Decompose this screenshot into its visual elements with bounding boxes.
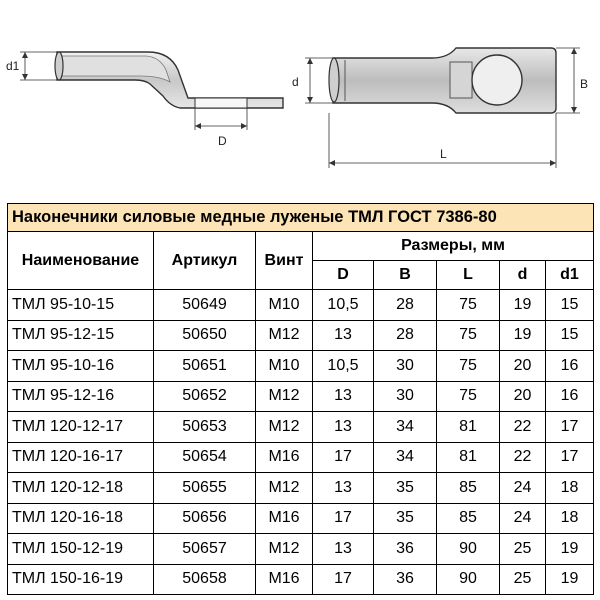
cell-d: 13 bbox=[313, 381, 374, 412]
cell-screw: М16 bbox=[256, 564, 313, 595]
top-view-crimp-zone bbox=[450, 62, 472, 98]
cell-screw: М12 bbox=[256, 381, 313, 412]
cell-screw: М12 bbox=[256, 534, 313, 565]
cell-article: 50653 bbox=[154, 412, 256, 443]
cell-d: 19 bbox=[500, 320, 546, 351]
cell-name: ТМЛ 95-10-16 bbox=[8, 351, 154, 382]
cell-name: ТМЛ 120-16-17 bbox=[8, 442, 154, 473]
cell-d1: 16 bbox=[546, 381, 594, 412]
cell-name: ТМЛ 95-10-15 bbox=[8, 290, 154, 321]
D-dimension-label: D bbox=[218, 134, 227, 148]
table-body bbox=[8, 290, 594, 595]
header-D: D bbox=[313, 261, 374, 290]
cell-name: ТМЛ 120-16-18 bbox=[8, 503, 154, 534]
cell-d1: 18 bbox=[546, 503, 594, 534]
cell-name: ТМЛ 120-12-17 bbox=[8, 412, 154, 443]
cell-screw: М12 bbox=[256, 473, 313, 504]
cell-l: 81 bbox=[437, 442, 500, 473]
table-row bbox=[8, 503, 594, 534]
table-row bbox=[8, 290, 594, 321]
cell-d1: 15 bbox=[546, 320, 594, 351]
technical-drawing bbox=[0, 0, 600, 195]
cell-article: 50657 bbox=[154, 534, 256, 565]
cell-article: 50656 bbox=[154, 503, 256, 534]
table-row bbox=[8, 534, 594, 565]
table-row bbox=[8, 564, 594, 595]
top-view-hole bbox=[472, 55, 522, 105]
cell-article: 50649 bbox=[154, 290, 256, 321]
cell-screw: М12 bbox=[256, 320, 313, 351]
cell-d: 24 bbox=[500, 503, 546, 534]
cell-b: 34 bbox=[374, 442, 437, 473]
cell-name: ТМЛ 150-16-19 bbox=[8, 564, 154, 595]
cell-l: 75 bbox=[437, 381, 500, 412]
d-dimension-label: d bbox=[292, 75, 299, 89]
header-B: B bbox=[374, 261, 437, 290]
cell-l: 85 bbox=[437, 503, 500, 534]
header-L: L bbox=[437, 261, 500, 290]
cell-d1: 15 bbox=[546, 290, 594, 321]
B-dimension-label: B bbox=[580, 77, 589, 91]
cell-b: 36 bbox=[374, 564, 437, 595]
cell-d: 17 bbox=[313, 564, 374, 595]
table-row bbox=[8, 412, 594, 443]
header-d: d bbox=[500, 261, 546, 290]
cell-d: 17 bbox=[313, 503, 374, 534]
table-title: Наконечники силовые медные луженые ТМЛ ГОСТ 7386-80 bbox=[8, 204, 594, 232]
cell-l: 75 bbox=[437, 351, 500, 382]
lug-drawing-svg bbox=[0, 0, 600, 195]
cell-d: 13 bbox=[313, 320, 374, 351]
cell-screw: М10 bbox=[256, 351, 313, 382]
table-title-row bbox=[8, 204, 594, 232]
cell-l: 75 bbox=[437, 320, 500, 351]
cell-d: 19 bbox=[500, 290, 546, 321]
table-row bbox=[8, 351, 594, 382]
cell-d: 22 bbox=[500, 412, 546, 443]
spec-table bbox=[7, 203, 594, 595]
header-article: Артикул bbox=[154, 232, 256, 290]
cell-d1: 16 bbox=[546, 351, 594, 382]
cell-b: 30 bbox=[374, 381, 437, 412]
cell-b: 28 bbox=[374, 290, 437, 321]
cell-name: ТМЛ 120-12-18 bbox=[8, 473, 154, 504]
cell-screw: М16 bbox=[256, 442, 313, 473]
cell-article: 50654 bbox=[154, 442, 256, 473]
top-view bbox=[292, 48, 588, 168]
side-view-barrel-mouth bbox=[55, 52, 63, 80]
cell-screw: М12 bbox=[256, 412, 313, 443]
cell-d1: 19 bbox=[546, 534, 594, 565]
cell-article: 50658 bbox=[154, 564, 256, 595]
cell-b: 30 bbox=[374, 351, 437, 382]
cell-l: 75 bbox=[437, 290, 500, 321]
cell-d: 25 bbox=[500, 564, 546, 595]
cell-b: 36 bbox=[374, 534, 437, 565]
cell-b: 34 bbox=[374, 412, 437, 443]
cell-d: 13 bbox=[313, 412, 374, 443]
d1-dimension-label: d1 bbox=[6, 59, 20, 73]
cell-d: 17 bbox=[313, 442, 374, 473]
cell-d: 13 bbox=[313, 473, 374, 504]
cell-d: 10,5 bbox=[313, 351, 374, 382]
cell-article: 50655 bbox=[154, 473, 256, 504]
side-view-hole bbox=[195, 98, 247, 108]
L-dimension-label: L bbox=[440, 147, 447, 161]
cell-d1: 18 bbox=[546, 473, 594, 504]
header-screw: Винт bbox=[256, 232, 313, 290]
cell-name: ТМЛ 95-12-15 bbox=[8, 320, 154, 351]
cell-l: 85 bbox=[437, 473, 500, 504]
cell-name: ТМЛ 95-12-16 bbox=[8, 381, 154, 412]
cell-l: 90 bbox=[437, 534, 500, 565]
header-d1: d1 bbox=[546, 261, 594, 290]
header-name: Наименование bbox=[8, 232, 154, 290]
cell-d: 25 bbox=[500, 534, 546, 565]
cell-d: 20 bbox=[500, 381, 546, 412]
header-dimensions: Размеры, мм bbox=[313, 232, 594, 261]
table-header-row bbox=[8, 232, 594, 261]
cell-l: 81 bbox=[437, 412, 500, 443]
table-row bbox=[8, 442, 594, 473]
cell-l: 90 bbox=[437, 564, 500, 595]
cell-article: 50650 bbox=[154, 320, 256, 351]
cell-screw: М16 bbox=[256, 503, 313, 534]
cell-d: 13 bbox=[313, 534, 374, 565]
cell-b: 35 bbox=[374, 503, 437, 534]
cell-article: 50652 bbox=[154, 381, 256, 412]
side-view bbox=[6, 52, 283, 148]
cell-screw: М10 bbox=[256, 290, 313, 321]
table-row bbox=[8, 381, 594, 412]
cell-d: 20 bbox=[500, 351, 546, 382]
cell-d: 24 bbox=[500, 473, 546, 504]
cell-b: 35 bbox=[374, 473, 437, 504]
cell-d1: 17 bbox=[546, 442, 594, 473]
table-row bbox=[8, 320, 594, 351]
cell-d: 10,5 bbox=[313, 290, 374, 321]
cell-d1: 19 bbox=[546, 564, 594, 595]
cell-d1: 17 bbox=[546, 412, 594, 443]
cell-b: 28 bbox=[374, 320, 437, 351]
table-row bbox=[8, 473, 594, 504]
cell-d: 22 bbox=[500, 442, 546, 473]
cell-name: ТМЛ 150-12-19 bbox=[8, 534, 154, 565]
top-view-barrel-mouth bbox=[329, 58, 339, 102]
cell-article: 50651 bbox=[154, 351, 256, 382]
